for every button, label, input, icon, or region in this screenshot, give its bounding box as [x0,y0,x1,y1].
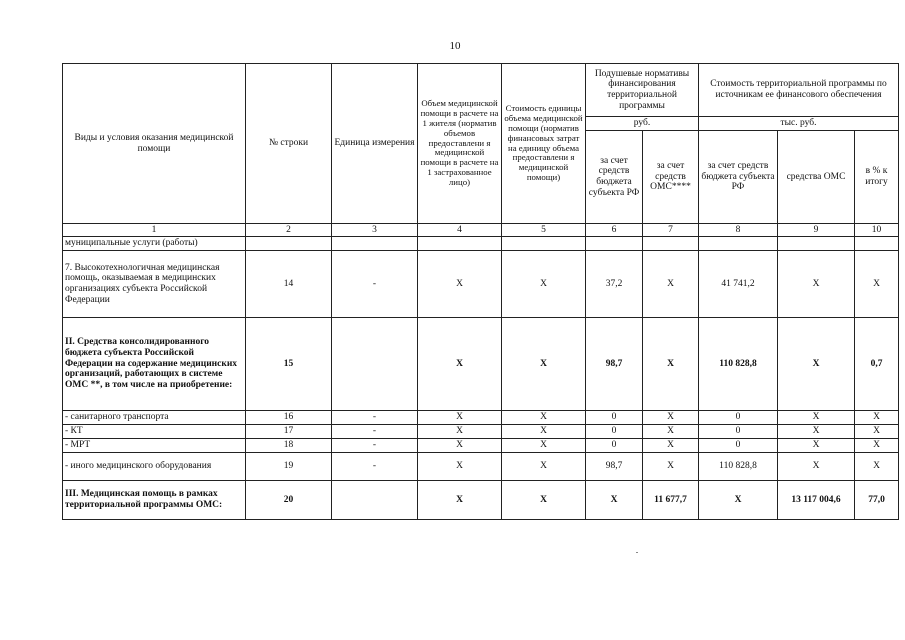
cell-percent: Х [855,251,899,318]
row-number: 17 [246,425,332,439]
header-unit-cost: Стоимость единицы объема медицинской помощи (норматив финансовых затрат на единицу объема предоставлени я медицинской помощи) [502,64,586,224]
table-row [63,318,899,411]
cell-oms-per-capita: 11 677,7 [643,481,699,520]
row-name: 7. Высокотехнологичная медицинская помощь, оказываемая в медицинских организациях субъекта Российской Федерации [63,251,246,318]
header-kinds-conditions: Виды и условия оказания медицинской помощи [63,64,246,224]
cell-unit-cost: Х [502,453,586,481]
row-name: III. Медицинская помощь в рамках территориальной программы ОМС: [63,481,246,520]
cell-percent: 0,7 [855,318,899,411]
header-budget-cost: за счет средств бюджета субъекта РФ [699,131,778,224]
cell-unit-cost [502,237,586,251]
cell-budget-per-capita [586,237,643,251]
row-unit: - [332,425,418,439]
row-number [246,237,332,251]
cell-budget-cost: 0 [699,439,778,453]
cell-percent: Х [855,411,899,425]
cell-volume: Х [418,251,502,318]
header-oms-cost: средства ОМС [778,131,855,224]
table-row [63,453,899,481]
row-number: 20 [246,481,332,520]
table-row [63,251,899,318]
row-name: II. Средства консолидированного бюджета субъекта Российской Федерации на содержание медицинских организаций, работающих в системе ОМС **, в том числе на приобретение: [63,318,246,411]
row-number: 19 [246,453,332,481]
cell-oms-cost: Х [778,439,855,453]
cell-oms-per-capita: Х [643,453,699,481]
header-unit: Единица измерения [332,64,418,224]
header-percent-total: в % к итогу [855,131,899,224]
header-program-cost-group: Стоимость территориальной программы по источникам ее финансового обеспечения [699,64,899,117]
row-unit: - [332,411,418,425]
header-budget-per-capita: за счет средств бюджета субъекта РФ [586,131,643,224]
row-name: - иного медицинского оборудования [63,453,246,481]
page-number: 10 [449,40,461,52]
cell-oms-cost: Х [778,318,855,411]
cell-unit-cost: Х [502,439,586,453]
row-name: муниципальные услуги (работы) [63,237,246,251]
cell-percent: Х [855,439,899,453]
column-number: 5 [502,224,586,237]
cell-percent [855,237,899,251]
cell-unit-cost: Х [502,411,586,425]
cell-oms-per-capita [643,237,699,251]
column-number: 10 [855,224,899,237]
cell-budget-cost: 110 828,8 [699,318,778,411]
column-number: 1 [63,224,246,237]
column-number: 3 [332,224,418,237]
cell-oms-cost: Х [778,425,855,439]
row-number: 18 [246,439,332,453]
table-row [63,425,899,439]
row-unit: - [332,251,418,318]
cell-budget-cost: 0 [699,411,778,425]
column-number: 7 [643,224,699,237]
financing-table [62,63,899,520]
cell-budget-per-capita: 0 [586,425,643,439]
row-number: 15 [246,318,332,411]
cell-oms-cost: Х [778,411,855,425]
cell-budget-cost: 110 828,8 [699,453,778,481]
cell-oms-cost: Х [778,453,855,481]
cell-budget-cost [699,237,778,251]
row-unit [332,481,418,520]
cell-percent: Х [855,453,899,481]
cell-budget-per-capita: 0 [586,439,643,453]
cell-oms-cost: Х [778,251,855,318]
row-name: - КТ [63,425,246,439]
table-row [63,439,899,453]
cell-unit-cost: Х [502,425,586,439]
cell-volume: Х [418,481,502,520]
header-oms-per-capita: за счет средств ОМС**** [643,131,699,224]
cell-volume: Х [418,411,502,425]
cell-budget-per-capita: 0 [586,411,643,425]
cell-unit-cost: Х [502,318,586,411]
column-number: 6 [586,224,643,237]
header-row-number: № строки [246,64,332,224]
cell-budget-per-capita: 98,7 [586,318,643,411]
cell-budget-per-capita: 37,2 [586,251,643,318]
cell-budget-cost: 0 [699,425,778,439]
cell-oms-per-capita: Х [643,251,699,318]
cell-volume: Х [418,318,502,411]
header-rub: руб. [586,117,699,131]
column-number: 9 [778,224,855,237]
column-number: 2 [246,224,332,237]
row-unit: - [332,439,418,453]
cell-oms-per-capita: Х [643,411,699,425]
cell-oms-per-capita: Х [643,318,699,411]
cell-budget-per-capita: Х [586,481,643,520]
header-per-capita-group: Подушевые нормативы финансирования территориальной программы [586,64,699,117]
cell-budget-cost: Х [699,481,778,520]
header-thousand-rub: тыс. руб. [699,117,899,131]
row-number: 16 [246,411,332,425]
cell-volume: Х [418,453,502,481]
cell-unit-cost: Х [502,481,586,520]
cell-oms-per-capita: Х [643,439,699,453]
scan-speck [636,552,638,553]
cell-percent: Х [855,425,899,439]
row-name: - санитарного транспорта [63,411,246,425]
cell-budget-cost: 41 741,2 [699,251,778,318]
cell-volume: Х [418,439,502,453]
column-number: 8 [699,224,778,237]
cell-oms-cost: 13 117 004,6 [778,481,855,520]
table-row [63,411,899,425]
cell-oms-per-capita: Х [643,425,699,439]
row-unit [332,237,418,251]
cell-volume [418,237,502,251]
row-unit: - [332,453,418,481]
row-name: - МРТ [63,439,246,453]
cell-unit-cost: Х [502,251,586,318]
row-unit [332,318,418,411]
table-row [63,237,899,251]
table-row [63,481,899,520]
cell-volume: Х [418,425,502,439]
cell-percent: 77,0 [855,481,899,520]
cell-budget-per-capita: 98,7 [586,453,643,481]
cell-oms-cost [778,237,855,251]
header-volume: Объем медицинской помощи в расчете на 1 жителя (норматив объемов предоставлени я медицинской помощи в расчете на 1 застрахованное лицо) [418,64,502,224]
column-number: 4 [418,224,502,237]
row-number: 14 [246,251,332,318]
